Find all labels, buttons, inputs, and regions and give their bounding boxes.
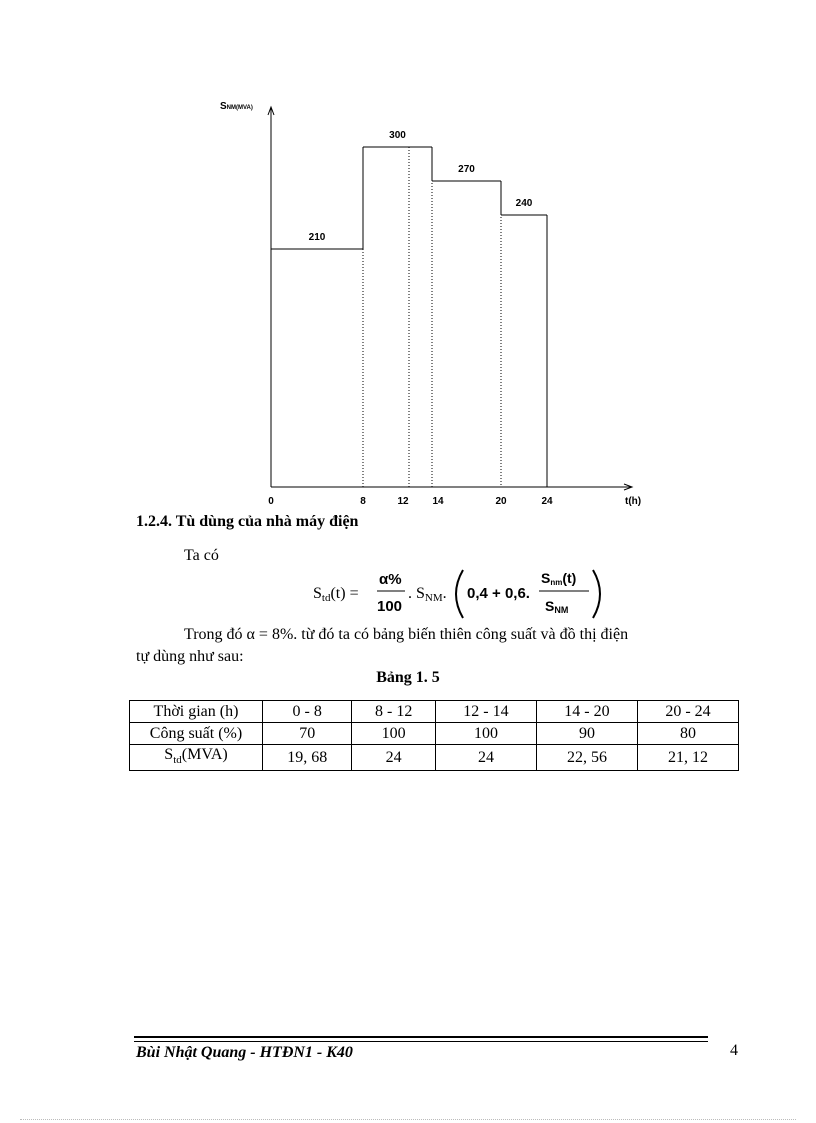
formula-svg bbox=[313, 566, 633, 622]
table-cell: 80 bbox=[637, 723, 738, 745]
x-tick-label: 0 bbox=[268, 496, 274, 507]
x-tick-label: 20 bbox=[495, 496, 507, 507]
footer-rule bbox=[134, 1036, 708, 1038]
table-cell: Thời gian (h) bbox=[130, 701, 263, 723]
formula-mid-rest: . bbox=[442, 585, 447, 602]
row3-label-rest: (MVA) bbox=[181, 746, 228, 763]
value-label: 270 bbox=[458, 164, 475, 176]
frac2-den-s: S bbox=[545, 598, 555, 614]
table-cell: 21, 12 bbox=[637, 745, 738, 771]
value-label: 210 bbox=[308, 232, 326, 244]
table-cell: 0 - 8 bbox=[263, 701, 352, 723]
power-table bbox=[129, 700, 739, 771]
table-cell: 24 bbox=[435, 745, 536, 771]
frac1-num: α% bbox=[379, 571, 402, 588]
table-cell bbox=[130, 745, 263, 771]
intro-text: Ta có bbox=[184, 547, 219, 564]
x-tick-label: 14 bbox=[432, 496, 444, 507]
row3-label-s: S bbox=[164, 746, 174, 763]
svg-text:Std(t) = bbox=[313, 585, 359, 604]
x-tick-label: 12 bbox=[397, 496, 409, 507]
frac1-den: 100 bbox=[377, 598, 403, 615]
formula-mid: . S bbox=[408, 585, 425, 602]
svg-text:SNM bbox=[545, 598, 568, 615]
table-cell: 24 bbox=[352, 745, 436, 771]
table-row bbox=[130, 723, 739, 745]
table-cell: 70 bbox=[263, 723, 352, 745]
paragraph-line-2: tự dùng như sau: bbox=[136, 648, 244, 665]
chart-axes bbox=[268, 107, 632, 490]
table-cell: 100 bbox=[352, 723, 436, 745]
frac2-den-sub: NM bbox=[554, 605, 569, 615]
formula-lhs-sub: td bbox=[321, 592, 331, 604]
table-cell: 19, 68 bbox=[263, 745, 352, 771]
page-bottom-border bbox=[20, 1119, 796, 1120]
table-cell: 20 - 24 bbox=[637, 701, 738, 723]
section-heading: 1.2.4. Tù dùng của nhà máy điện bbox=[136, 513, 359, 530]
frac2-num-rest: (t) bbox=[562, 570, 577, 586]
table-cell: 90 bbox=[536, 723, 637, 745]
table-cell: 12 - 14 bbox=[435, 701, 536, 723]
formula-mid-sub: NM bbox=[424, 592, 443, 604]
x-axis-label: t(h) bbox=[625, 496, 642, 507]
table-cell: 8 - 12 bbox=[352, 701, 436, 723]
value-label: 240 bbox=[515, 198, 533, 210]
frac2-num-s: S bbox=[541, 570, 551, 586]
formula-lhs-rest: (t) = bbox=[330, 585, 359, 602]
svg-text:. SNM. bbox=[408, 585, 447, 604]
formula-lhs-s: S bbox=[313, 585, 322, 602]
load-step-chart bbox=[200, 95, 660, 510]
table-cell: 22, 56 bbox=[536, 745, 637, 771]
table-row bbox=[130, 745, 739, 771]
table-cell: Công suất (%) bbox=[130, 723, 263, 745]
table-cell: 100 bbox=[435, 723, 536, 745]
svg-text:Snm(t) bbox=[541, 570, 576, 587]
paragraph-line-1: Trong đó α = 8%. từ đó ta có bảng biến thiên công suất và đồ thị điện bbox=[184, 626, 629, 643]
table-row bbox=[130, 701, 739, 723]
chart-labels bbox=[220, 101, 641, 507]
x-tick-label: 8 bbox=[360, 496, 366, 507]
y-axis-label: SNM(MVA) bbox=[220, 101, 253, 112]
page-number: 4 bbox=[730, 1042, 738, 1059]
formula bbox=[313, 566, 633, 622]
frac2-num-sub: nm bbox=[550, 578, 563, 587]
footer-author: Bùi Nhật Quang - HTĐN1 - K40 bbox=[136, 1044, 353, 1061]
x-tick-label: 24 bbox=[541, 496, 553, 507]
row3-label-sub: td bbox=[173, 754, 182, 767]
value-label: 300 bbox=[389, 130, 406, 142]
table-title: Bảng 1. 5 bbox=[376, 669, 440, 686]
footer-rule-thin bbox=[134, 1041, 708, 1042]
table-cell: 14 - 20 bbox=[536, 701, 637, 723]
formula-inner: 0,4 + 0,6. bbox=[467, 585, 530, 602]
